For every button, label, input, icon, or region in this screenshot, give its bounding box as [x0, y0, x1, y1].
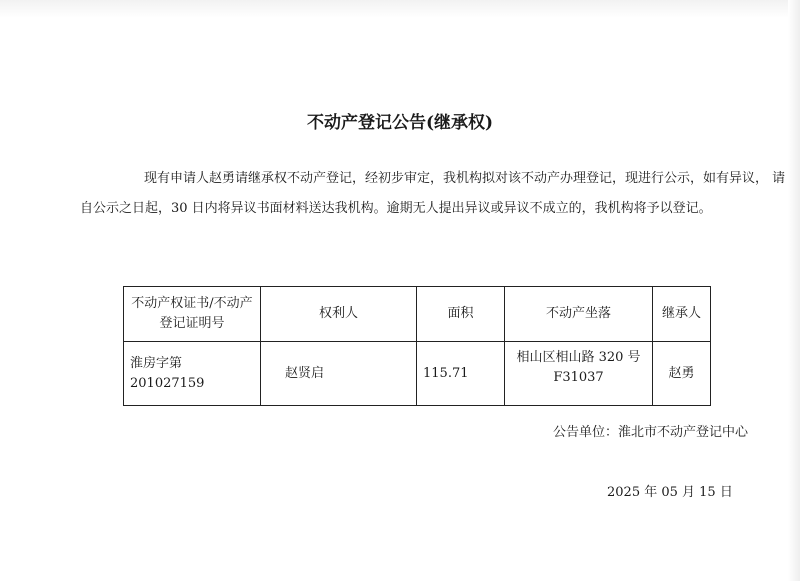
table-header-row [124, 287, 711, 342]
cell-location [505, 342, 653, 406]
header-holder: 权利人 [261, 287, 417, 342]
header-cert-line-2: 登记证明号 [159, 316, 225, 331]
header-cert-number [124, 287, 261, 342]
page-title: 不动产登记公告(继承权) [306, 113, 494, 133]
notice-date: 2025 年 05 月 15 日 [607, 485, 733, 500]
header-cert-line-1: 不动产权证书/不动产 [131, 296, 253, 311]
cell-heir: 赵勇 [653, 342, 711, 406]
cell-location-line-2: F31037 [553, 370, 604, 385]
registration-table [123, 286, 711, 406]
header-heir: 继承人 [653, 287, 711, 342]
cell-holder: 赵贤启 [261, 342, 417, 406]
cell-location-line-1: 相山区相山路 320 号 [516, 350, 641, 365]
notice-paragraph-line-1: 现有申请人赵勇请继承权不动产登记，经初步审定，我机构拟对该不动产办理登记，现进行公示，如有异议， 请 [144, 171, 786, 186]
header-area: 面积 [417, 287, 505, 342]
notice-paragraph-line-2: 自公示之日起，30 日内将异议书面材料送达我机构。逾期无人提出异议或异议不成立的，我机构将予以登记。 [80, 201, 712, 216]
cell-area: 115.71 [417, 342, 505, 406]
header-location: 不动产坐落 [505, 287, 653, 342]
scan-shadow-right [788, 0, 800, 581]
table-row [124, 342, 711, 406]
cell-cert-number: 淮房字第 201027159 [124, 342, 261, 406]
issuing-unit: 公告单位：淮北市不动产登记中心 [553, 425, 749, 440]
scan-shadow-top [0, 0, 800, 18]
